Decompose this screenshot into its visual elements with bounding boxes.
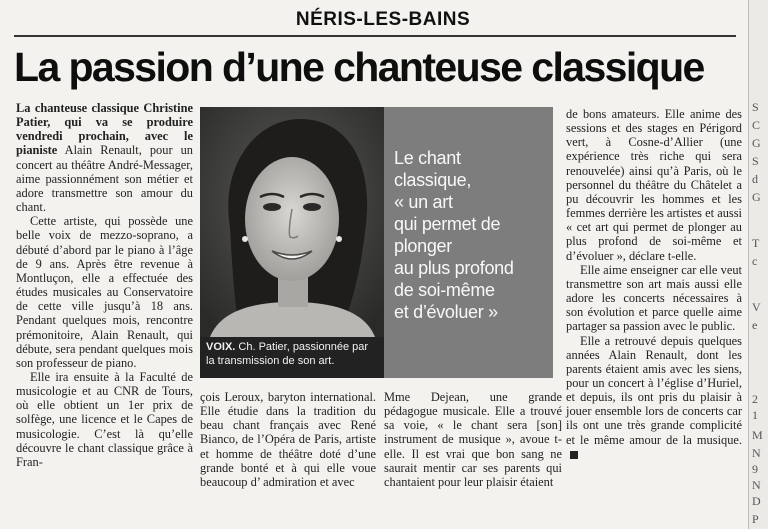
edge-fragment-char: e: [752, 318, 758, 332]
edge-fragment-char: M: [752, 428, 763, 442]
paragraph: çois Leroux, baryton international. Elle étudie dans la tradition du beau chant français avec René Bianco, de l’Opéra de Paris, artiste et homme de théâtre doté d’une grande bonté et à qui elle voue beaucoup d’ admiration et avec: [200, 390, 376, 489]
caption-label: VOIX.: [206, 341, 236, 353]
pull-quote-line: classique,: [394, 170, 472, 190]
pull-quote-line: au plus profond: [394, 258, 514, 278]
pull-quote-line: et d’évoluer »: [394, 302, 498, 322]
edge-fragment-char: C: [752, 118, 761, 132]
section-kicker: NÉRIS-LES-BAINS: [295, 9, 471, 30]
pull-quote-line: Le chant: [394, 148, 461, 168]
edge-fragment-char: N: [752, 478, 761, 492]
lead-rest-text: Alain Renault, pour un concert au théâtre André-Messager, aime passionnément son métier et adore transmettre son amour du chant.: [16, 143, 193, 215]
edge-fragment-char: c: [752, 254, 758, 268]
edge-fragment-char: G: [752, 136, 761, 150]
edge-fragment-char: D: [752, 494, 761, 508]
paragraph: Elle aime enseigner car elle veut transmettre son art mais aussi elle adore les concerts nécessaires à son évolution et parce quelle aime partager sa passion avec le public.: [566, 262, 742, 334]
pull-quote-box: [384, 107, 553, 378]
paragraph: [566, 334, 742, 461]
paragraph: Elle ira ensuite à la Faculté de musicologie et au CNR de Tours, où elle obtient un 1er prix de solfège, une licence et le Capes de musicologie. C’est là qu’elle découvre le chant classique grâce à Fran-: [16, 369, 193, 469]
edge-fragment-char: S: [752, 154, 759, 168]
edge-fragment-char: V: [752, 300, 761, 314]
caption-text: Ch. Patier, passionnée par la transmission de son art.: [206, 341, 369, 367]
paragraph: Cette artiste, qui possède une belle voix de mezzo-soprano, a débuté d’abord par le piano à l’âge de 9 ans. Après être revenue à Montluçon, elle a effectuée des études musicales au Conservatoire de cette ville jusqu’à 18 ans. Pendant quelques mois, rencontre prémonitoire, Alain Renault, qui débute, sera pendant quelques mois son professeur de piano.: [16, 214, 193, 370]
edge-fragment-char: G: [752, 190, 761, 204]
edge-fragment-char: 9: [752, 462, 758, 476]
end-of-article-mark: [570, 451, 578, 459]
pull-quote-line: de soi-même: [394, 280, 495, 300]
lead-paragraph: [16, 101, 193, 214]
article-column-3: [384, 390, 562, 489]
article-column-4: [566, 107, 742, 461]
portrait-photo: [200, 107, 384, 337]
rule-line: [14, 35, 736, 37]
edge-fragment-char: S: [752, 100, 759, 114]
lead-bold-text: La chanteuse classique Christine Patier, qui va se produire vendredi prochain, avec le pianiste: [16, 101, 193, 158]
edge-fragment-char: T: [752, 236, 760, 250]
portrait-image: [200, 107, 384, 337]
photo-caption: [200, 337, 384, 378]
edge-fragment-char: 1: [752, 408, 758, 422]
pull-quote-line: « un art: [394, 192, 453, 212]
paragraph-text: Elle a retrouvé depuis quelques années Alain Renault, dont les parents étaient amis avec les siens, pour un concert à l’église d’Huriel, et depuis, ils ont pris du plaisir à jouer ensemble lors de concerts car ils ont une très grande complicité et le même amour de la musique.: [566, 333, 742, 447]
edge-fragment-char: 2: [752, 392, 758, 406]
edge-fragment-char: P: [752, 512, 759, 526]
edge-fragment-char: d: [752, 172, 758, 186]
article-column-2: [200, 390, 376, 489]
article-headline: La passion d’une chanteuse classique: [14, 44, 704, 90]
paragraph: Mme Dejean, une grande pédagogue musicale. Elle a trouvé sa voie, « le chant sera [son] instrument de musique », avoue t-elle. Il est vrai que bon sang ne saurait mentir car ses parents qui chantaient pour leur plaisir étaient: [384, 390, 562, 489]
pull-quote-line: qui permet de: [394, 214, 501, 234]
edge-fragment-char: N: [752, 446, 761, 460]
pull-quote: [394, 147, 549, 323]
paragraph: de bons amateurs. Elle anime des sessions et des stages en Périgord vert, à Cosne-d’Allier (une expérience très riche qui sera renouvelée) ainsi qu’à Paris, où le personnel du théâtre du Châtelet a pu découvrir les hommes et les femmes derrière les artistes et aussi « cet art qui permet de plonger au plus profond de soi-même et d’évoluer », déclare t-elle.: [566, 107, 742, 263]
article-column-1: [16, 101, 193, 469]
pull-quote-line: plonger: [394, 236, 452, 256]
